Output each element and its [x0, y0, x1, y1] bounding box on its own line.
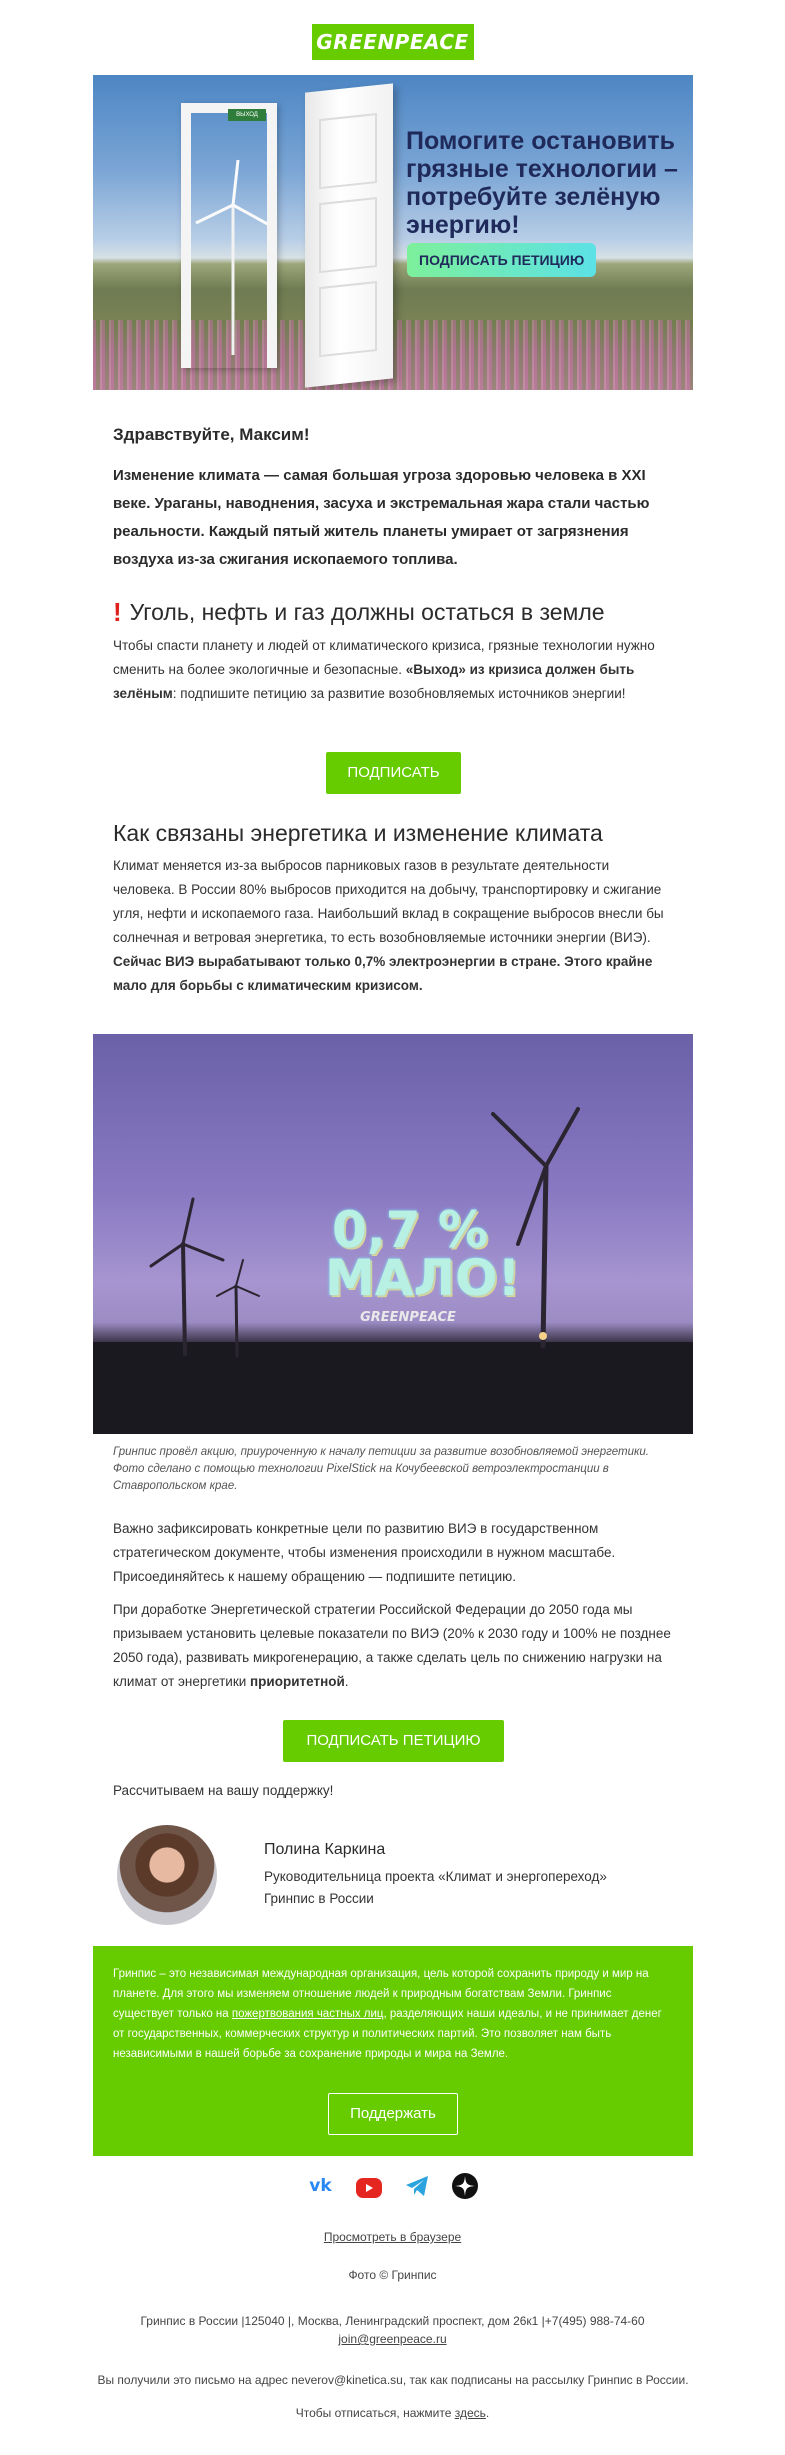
section1-heading [113, 597, 673, 628]
hero-petition-button[interactable]: ПОДПИСАТЬ ПЕТИЦИЮ [407, 243, 596, 277]
photo-credit: Фото © Гринпис [348, 2268, 437, 2282]
hero-banner[interactable] [93, 75, 693, 390]
view-in-browser [0, 2230, 785, 2244]
section3-text-1: Важно зафиксировать конкретные цели по развитию ВИЭ в государственном стратегическом документе, чтобы изменения происходили в нужном масштабе. Присоединяйтесь к нашему обращению — подпишите петицию. [113, 1521, 616, 1584]
sign-button[interactable]: ПОДПИСАТЬ [326, 752, 461, 794]
avatar [117, 1825, 217, 1925]
action-photo [93, 1034, 693, 1434]
exclamation-icon: ! [113, 597, 122, 627]
section1-title: Уголь, нефть и газ должны остаться в земле [129, 599, 605, 625]
lead-paragraph: Изменение климата — самая большая угроза здоровью человека в XXI веке. Ураганы, наводнения, засуха и экстремальная жара стали частью реальности. Каждый пятый житель планеты умирает от загрязнения воздуха из-за сжигания ископаемого топлива. [113, 467, 650, 568]
donations-link[interactable]: пожертвования частных лиц [231, 2008, 384, 2020]
section2-text: Климат меняется из-за выбросов парниковых газов в результате деятельности человека. В России 80% выбросов приходится на добычу, транспортировку и сжигание угля, нефти и ископаемого газа. Наибольший вклад в сокращение выбросов внесли бы солнечная и ветровая энергетика, то есть возобновляемые источники энергии (ВИЭ). Сейчас ВИЭ вырабатывают только 0,7% электроэнергии в стране. Этого крайне мало для борьбы с климатическим кризисом. [113, 858, 664, 993]
signature-role: Руководительница проекта «Климат и энергопереход» Гринпис в России [264, 1869, 607, 1906]
door-frame [181, 103, 277, 368]
youtube-icon[interactable] [356, 2173, 382, 2199]
unsubscribe-line: Чтобы отписаться, нажмите здесь. [295, 2406, 490, 2420]
hero-title: Помогите остановить грязные технологии – потребуйте зелёную энергию! [406, 127, 678, 239]
about-block [93, 1946, 693, 2156]
section1-text: Чтобы спасти планету и людей от климатического кризиса, грязные технологии нужно сменить на более экологичные и безопасные. «Выход» из кризиса должен быть зелёным: подпишите петицию за развитие возобновляемых источников энергии! [113, 638, 655, 701]
support-button[interactable]: Поддержать [328, 2093, 458, 2135]
dzen-icon[interactable] [452, 2173, 478, 2199]
email-link[interactable]: join@greenpeace.ru [338, 2332, 447, 2346]
email-line [0, 2332, 785, 2346]
signature-name: Полина Каркина [264, 1841, 386, 1858]
door [305, 83, 393, 387]
unsubscribe-link[interactable]: здесь [454, 2406, 486, 2420]
header [0, 24, 785, 60]
section2-title: Как связаны энергетика и изменение климата [113, 820, 603, 846]
telegram-icon[interactable] [404, 2173, 430, 2199]
unsubscribe-text: Вы получили это письмо на адрес neverov@kinetica.su, так как подписаны на рассылку Гринпис в России. [97, 2373, 689, 2387]
about-text: Гринпис – это независимая международная организация, цель которой сохранить природу и мир на планете. Для этого мы изменяем отношение людей к природным богатствам Земли. Гринпис существует только на пожертвования частных лиц, разделяющих наши идеалы, и не принимает денег от государственных, коммерческих структур и политических партий. Это позволяет нам быть независимыми в нашей борьбе за сохранение природы и мира на Земле. [113, 1968, 662, 2060]
photo-logo: GREENPEACE [360, 1310, 456, 1325]
address: Гринпис в России |125040 |, Москва, Ленинградский проспект, дом 26к1 |+7(495) 988-74-60 [140, 2314, 645, 2328]
section3-text-2: При доработке Энергетической стратегии Российской Федерации до 2050 года мы призываем установить целевые показатели по ВИЭ (20% к 2030 году и 100% не позднее 2050 года), развивать микрогенерацию, а также сделать цель по снижению нагрузки на климат от энергетики приоритетной. [113, 1602, 671, 1689]
support-text: Рассчитываем на вашу поддержку! [113, 1783, 334, 1798]
greeting: Здравствуйте, Максим! [113, 425, 310, 444]
vk-icon[interactable]: vk [309, 2176, 332, 2196]
greenpeace-logo[interactable]: GREENPEACE [312, 24, 474, 60]
social-links [0, 2173, 785, 2199]
photo-caption: Гринпис провёл акцию, приуроченную к началу петиции за развитие возобновляемой энергетики. Фото сделано с помощью технологии PixelStick на Кочубеевской ветроэлектростанции в Ставропольском крае. [113, 1446, 649, 1492]
view-in-browser-link[interactable]: Просмотреть в браузере [323, 2230, 462, 2244]
photo-overlay-text: 0,7 % МАЛО! [325, 1201, 521, 1307]
exit-sign: ВЫХОД [228, 109, 266, 121]
sign-petition-button[interactable]: ПОДПИСАТЬ ПЕТИЦИЮ [283, 1720, 504, 1762]
